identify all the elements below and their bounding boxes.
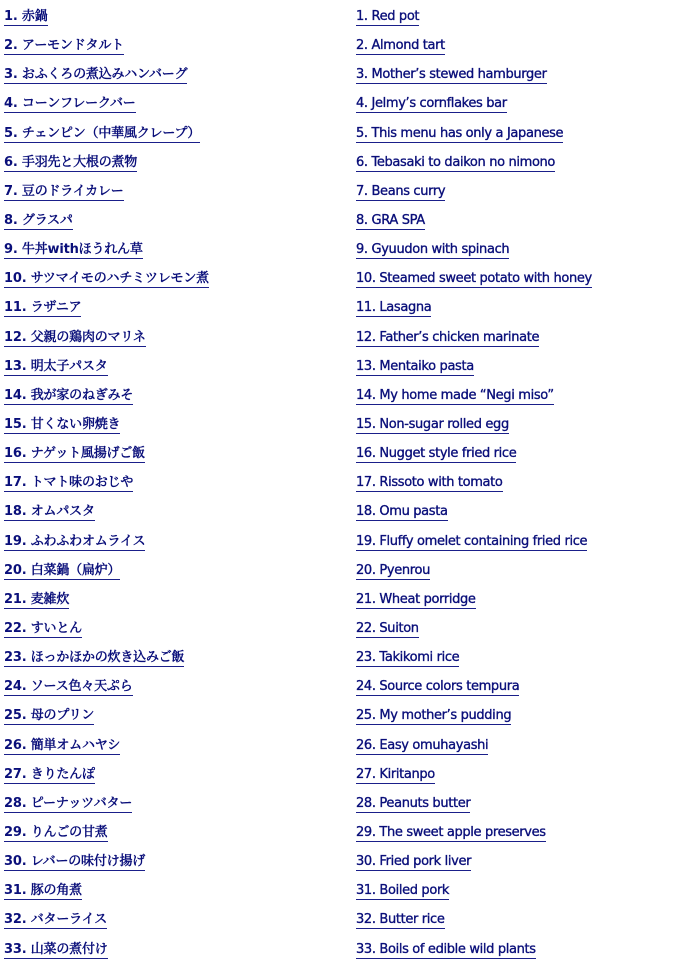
recipe-link-japanese[interactable]: 12. 父親の鶏肉のマリネ — [4, 329, 146, 345]
menu-row — [0, 146, 694, 175]
menu-row — [0, 466, 694, 495]
menu-cell-japanese — [0, 204, 356, 233]
menu-row — [0, 874, 694, 903]
menu-cell-japanese — [0, 612, 356, 641]
menu-row — [0, 525, 694, 554]
menu-cell-japanese — [0, 262, 356, 291]
menu-cell-english — [356, 87, 694, 116]
recipe-link-english[interactable]: 29. The sweet apple preserves — [356, 825, 546, 840]
menu-row — [0, 262, 694, 291]
menu-row — [0, 787, 694, 816]
menu-cell-japanese — [0, 29, 356, 58]
menu-row — [0, 117, 694, 146]
recipe-link-english[interactable]: 13. Mentaiko pasta — [356, 358, 474, 374]
menu-row — [0, 379, 694, 408]
recipe-link-english[interactable]: 24. Source colors tempura — [356, 679, 520, 695]
menu-cell-japanese — [0, 58, 356, 87]
menu-row — [0, 0, 694, 29]
menu-row — [0, 291, 694, 320]
menu-cell-english — [356, 175, 694, 204]
recipe-link-english[interactable]: 5. This menu has only a Japanese — [356, 125, 564, 141]
recipe-link-japanese[interactable]: 24. ソース色々天ぷら — [4, 679, 133, 695]
menu-row — [0, 350, 694, 379]
menu-row — [0, 29, 694, 58]
menu-cell-japanese — [0, 87, 356, 116]
menu-cell-english — [356, 612, 694, 641]
menu-row — [0, 233, 694, 262]
recipe-link-english[interactable]: 27. Kiritanpo — [356, 766, 435, 782]
menu-cell-japanese — [0, 845, 356, 874]
menu-cell-japanese — [0, 233, 356, 262]
menu-row — [0, 933, 694, 962]
menu-cell-english — [356, 29, 694, 58]
menu-cell-english — [356, 58, 694, 87]
recipe-link-english[interactable]: 30. Fried pork liver — [356, 854, 472, 870]
menu-cell-english — [356, 554, 694, 583]
menu-cell-english — [356, 874, 694, 903]
recipe-link-japanese[interactable]: 5. チェンピン（中華風クレープ） — [4, 125, 201, 141]
menu-row — [0, 58, 694, 87]
menu-row — [0, 641, 694, 670]
recipe-link-japanese[interactable]: 29. りんごの甘煮 — [4, 825, 108, 840]
menu-cell-japanese — [0, 291, 356, 320]
recipe-link-english[interactable]: 31. Boiled pork — [356, 883, 450, 899]
menu-cell-japanese — [0, 699, 356, 728]
recipe-link-english[interactable]: 33. Boils of edible wild plants — [356, 941, 536, 957]
menu-cell-japanese — [0, 117, 356, 146]
menu-cell-english — [356, 466, 694, 495]
menu-cell-japanese — [0, 146, 356, 175]
menu-cell-english — [356, 233, 694, 262]
menu-cell-japanese — [0, 933, 356, 962]
menu-cell-japanese — [0, 903, 356, 932]
recipe-link-english[interactable]: 18. Omu pasta — [356, 504, 448, 520]
menu-row — [0, 612, 694, 641]
recipe-link-japanese[interactable]: 17. トマト味のおじや — [4, 475, 134, 491]
menu-cell-english — [356, 845, 694, 874]
recipe-link-japanese[interactable]: 2. アーモンドタルト — [4, 38, 124, 54]
recipe-link-japanese[interactable]: 8. グラスパ — [4, 213, 73, 229]
recipe-link-english[interactable]: 15. Non-sugar rolled egg — [356, 417, 509, 433]
menu-cell-japanese — [0, 583, 356, 612]
menu-row — [0, 495, 694, 524]
menu-cell-english — [356, 204, 694, 233]
menu-cell-english — [356, 699, 694, 728]
recipe-link-english[interactable]: 10. Steamed sweet potato with honey — [356, 271, 592, 287]
recipe-link-english[interactable]: 3. Mother’s stewed hamburger — [356, 67, 547, 83]
menu-row — [0, 204, 694, 233]
menu-cell-english — [356, 670, 694, 699]
menu-row — [0, 554, 694, 583]
recipe-link-japanese[interactable]: 16. ナゲット風揚げご飯 — [4, 446, 145, 462]
menu-cell-japanese — [0, 175, 356, 204]
menu-cell-japanese — [0, 641, 356, 670]
menu-cell-english — [356, 379, 694, 408]
menu-cell-japanese — [0, 525, 356, 554]
menu-cell-english — [356, 933, 694, 962]
recipe-link-japanese[interactable]: 27. きりたんぽ — [4, 766, 95, 782]
menu-cell-english — [356, 758, 694, 787]
recipe-link-japanese[interactable]: 19. ふわふわオムライス — [4, 533, 146, 549]
recipe-link-japanese[interactable]: 21. 麦雑炊 — [4, 591, 70, 607]
menu-row — [0, 408, 694, 437]
recipe-link-japanese[interactable]: 30. レバーの味付け揚げ — [4, 854, 146, 870]
recipe-link-english[interactable]: 28. Peanuts butter — [356, 795, 471, 811]
recipe-link-english[interactable]: 20. Pyenrou — [356, 562, 430, 578]
recipe-link-japanese[interactable]: 3. おふくろの煮込みハンバーグ — [4, 67, 188, 83]
menu-cell-japanese — [0, 350, 356, 379]
menu-cell-english — [356, 437, 694, 466]
menu-cell-japanese — [0, 670, 356, 699]
menu-cell-english — [356, 321, 694, 350]
recipe-link-english[interactable]: 19. Fluffy omelet containing fried rice — [356, 533, 588, 549]
recipe-link-japanese[interactable]: 13. 明太子パスタ — [4, 358, 108, 374]
menu-row — [0, 437, 694, 466]
recipe-link-japanese[interactable]: 26. 簡単オムハヤシ — [4, 737, 121, 753]
recipe-link-english[interactable]: 25. My mother’s pudding — [356, 708, 512, 724]
menu-cell-english — [356, 525, 694, 554]
recipe-link-english[interactable]: 32. Butter rice — [356, 912, 445, 928]
menu-cell-japanese — [0, 321, 356, 350]
menu-cell-japanese — [0, 874, 356, 903]
recipe-link-english[interactable]: 11. Lasagna — [356, 300, 432, 316]
recipe-link-japanese[interactable]: 28. ピーナッツバター — [4, 795, 133, 811]
menu-cell-english — [356, 117, 694, 146]
recipe-link-english[interactable]: 16. Nugget style fried rice — [356, 446, 517, 462]
menu-row — [0, 583, 694, 612]
recipe-link-japanese[interactable]: 1. 赤鍋 — [4, 9, 48, 25]
menu-cell-english — [356, 0, 694, 29]
menu-cell-english — [356, 495, 694, 524]
recipe-link-english[interactable]: 22. Suiton — [356, 621, 419, 637]
recipe-link-english[interactable]: 6. Tebasaki to daikon no nimono — [356, 154, 556, 170]
recipe-link-japanese[interactable]: 4. コーンフレークバー — [4, 96, 136, 112]
menu-row — [0, 670, 694, 699]
menu-row — [0, 816, 694, 845]
recipe-link-english[interactable]: 12. Father’s chicken marinate — [356, 329, 540, 345]
menu-row — [0, 903, 694, 932]
recipe-link-japanese[interactable]: 7. 豆のドライカレー — [4, 183, 124, 199]
menu-row — [0, 699, 694, 728]
recipe-link-english[interactable]: 1. Red pot — [356, 9, 420, 25]
menu-row — [0, 87, 694, 116]
recipe-link-japanese[interactable]: 11. ラザニア — [4, 300, 82, 316]
recipe-link-english[interactable]: 4. Jelmy’s cornflakes bar — [356, 96, 507, 112]
recipe-link-japanese[interactable]: 22. すいとん — [4, 621, 82, 637]
recipe-link-english[interactable]: 8. GRA SPA — [356, 213, 425, 229]
recipe-link-japanese[interactable]: 6. 手羽先と大根の煮物 — [4, 154, 138, 170]
recipe-link-japanese[interactable]: 14. 我が家のねぎみそ — [4, 387, 134, 403]
recipe-link-japanese[interactable]: 10. サツマイモのハチミツレモン煮 — [4, 271, 209, 287]
recipe-link-japanese[interactable]: 31. 豚の角煮 — [4, 883, 82, 899]
menu-row — [0, 175, 694, 204]
recipe-link-english[interactable]: 23. Takikomi rice — [356, 650, 460, 666]
menu-cell-japanese — [0, 554, 356, 583]
menu-cell-japanese — [0, 787, 356, 816]
menu-cell-japanese — [0, 816, 356, 845]
recipe-link-english[interactable]: 9. Gyuudon with spinach — [356, 242, 510, 258]
recipe-link-english[interactable]: 14. My home made “Negi miso” — [356, 387, 554, 403]
recipe-link-japanese[interactable]: 9. 牛丼withほうれん草 — [4, 242, 143, 258]
recipe-link-japanese[interactable]: 33. 山菜の煮付け — [4, 941, 108, 957]
menu-row — [0, 845, 694, 874]
menu-row — [0, 758, 694, 787]
menu-cell-japanese — [0, 495, 356, 524]
menu-cell-japanese — [0, 0, 356, 29]
recipe-link-japanese[interactable]: 23. ほっかほかの炊き込みご飯 — [4, 650, 185, 666]
menu-row — [0, 729, 694, 758]
menu-cell-english — [356, 408, 694, 437]
menu-cell-japanese — [0, 729, 356, 758]
menu-cell-english — [356, 146, 694, 175]
recipe-link-english[interactable]: 7. Beans curry — [356, 183, 446, 199]
recipe-link-japanese[interactable]: 20. 白菜鍋（扁炉） — [4, 562, 121, 578]
recipe-link-japanese[interactable]: 18. オムパスタ — [4, 504, 95, 520]
recipe-link-english[interactable]: 26. Easy omuhayashi — [356, 737, 489, 753]
menu-cell-english — [356, 291, 694, 320]
menu-cell-japanese — [0, 437, 356, 466]
recipe-link-japanese[interactable]: 25. 母のプリン — [4, 708, 95, 724]
menu-cell-japanese — [0, 379, 356, 408]
recipe-link-english[interactable]: 2. Almond tart — [356, 38, 445, 54]
menu-cell-japanese — [0, 758, 356, 787]
recipe-link-english[interactable]: 21. Wheat porridge — [356, 591, 476, 607]
menu-cell-japanese — [0, 466, 356, 495]
menu-cell-english — [356, 350, 694, 379]
menu-cell-japanese — [0, 408, 356, 437]
recipe-link-japanese[interactable]: 15. 甘くない卵焼き — [4, 417, 121, 433]
menu-cell-english — [356, 583, 694, 612]
menu-cell-english — [356, 641, 694, 670]
menu-cell-english — [356, 816, 694, 845]
menu-cell-english — [356, 787, 694, 816]
menu-cell-english — [356, 729, 694, 758]
menu-cell-english — [356, 262, 694, 291]
recipe-link-english[interactable]: 17. Rissoto with tomato — [356, 475, 503, 491]
menu-row — [0, 321, 694, 350]
menu-cell-english — [356, 903, 694, 932]
recipe-link-japanese[interactable]: 32. バターライス — [4, 912, 108, 928]
